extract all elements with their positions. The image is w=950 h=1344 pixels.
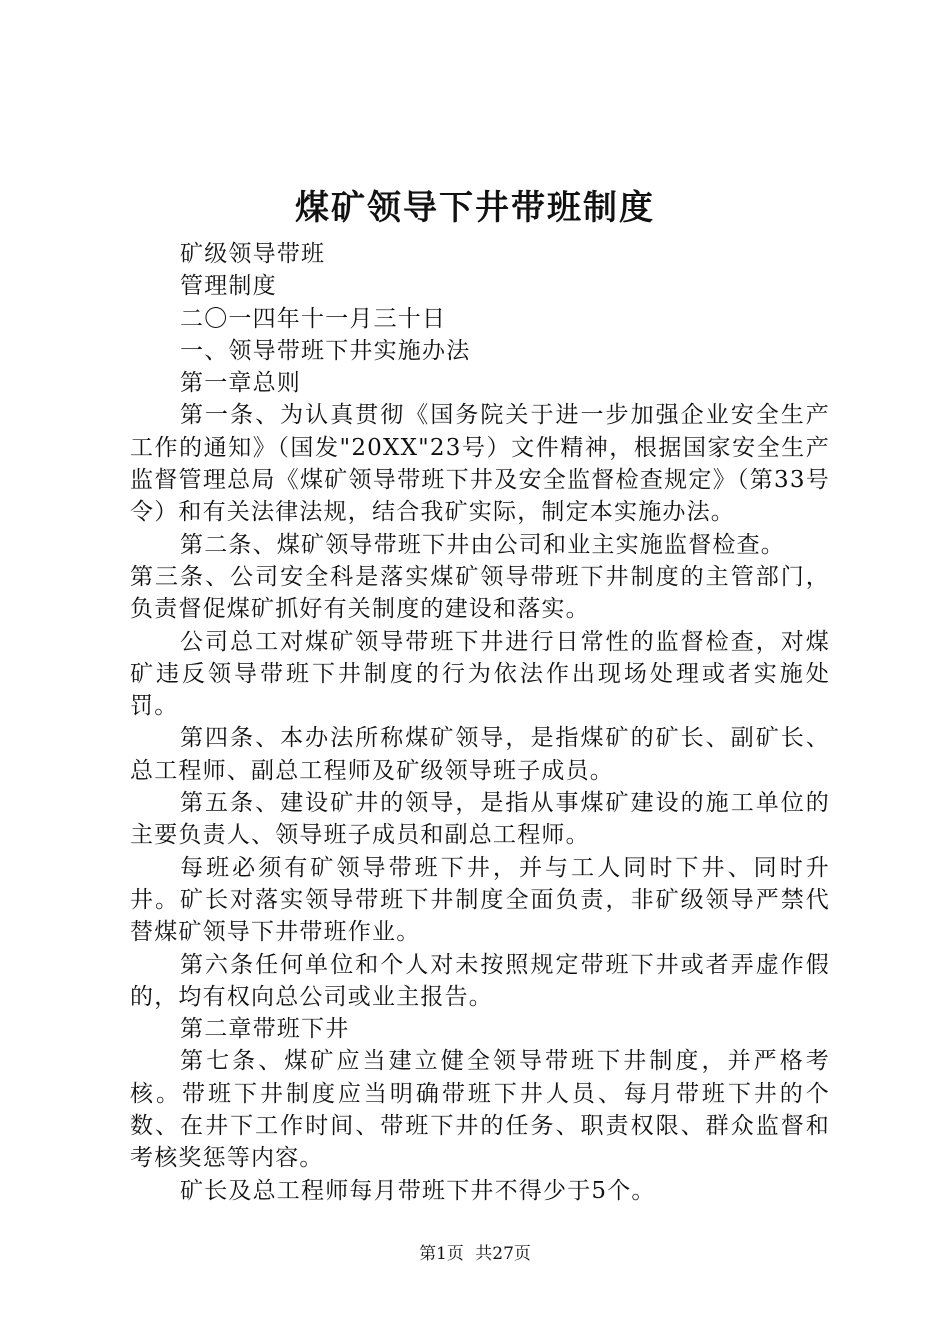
paragraph: 第五条、建设矿井的领导，是指从事煤矿建设的施工单位的主要负责人、领导班子成员和副总工程师。 <box>130 790 830 849</box>
paragraph: 一、领导带班下井实施办法 <box>180 337 471 364</box>
page-number: 第1页 <box>419 1244 464 1264</box>
paragraph: 矿级领导带班 <box>180 241 326 267</box>
paragraph: 第一条、为认真贯彻《国务院关于进一步加强企业安全生产工作的通知》（国发"20XX"23号）文件精神，根据国家安全生产监督管理总局《煤矿领导带班下井及安全监督检查规定》（第33号令）和有关法律法规，结合我矿实际，制定本实施办法。 <box>130 402 830 526</box>
paragraph: 每班必须有矿领导带班下井，并与工人同时下井、同时升井。矿长对落实领导带班下井制度全面负责，非矿级领导严禁代替煤矿领导下井带班作业。 <box>130 854 830 946</box>
paragraph: 第二条、煤矿领导带班下井由公司和业主实施监督检查。 <box>180 531 785 558</box>
page-footer <box>0 1242 950 1266</box>
paragraph: 矿长及总工程师每月带班下井不得少于5个。 <box>180 1177 656 1204</box>
paragraph: 二〇一四年十一月三十日 <box>180 305 447 332</box>
paragraph: 第一章总则 <box>180 370 301 397</box>
paragraph: 第四条、本办法所称煤矿领导，是指煤矿的矿长、副矿长、总工程师、副总工程师及矿级领导班子成员。 <box>130 725 830 784</box>
paragraph: 管理制度 <box>180 273 277 300</box>
page-total: 共27页 <box>475 1244 531 1264</box>
paragraph: 第三条、公司安全科是落实煤矿领导带班下井制度的主管部门，负责督促煤矿抓好有关制度的建设和落实。 <box>130 563 830 623</box>
paragraph: 第二章带班下井 <box>180 1016 350 1043</box>
paragraph: 第六条任何单位和个人对未按照规定带班下井或者弄虚作假的，均有权向总公司或业主报告。 <box>130 951 830 1010</box>
paragraph: 第七条、煤矿应当建立健全领导带班下井制度，并严格考核。带班下井制度应当明确带班下井人员、每月带班下井的个数、在井下工作时间、带班下井的任务、职责权限、群众监督和考核奖惩等内容。 <box>130 1048 830 1172</box>
document-body <box>130 238 830 1207</box>
page-title: 煤矿领导下井带班制度 <box>295 188 655 228</box>
paragraph: 公司总工对煤矿领导带班下井进行日常性的监督检查，对煤矿违反领导带班下井制度的行为依法作出现场处理或者实施处罚。 <box>130 628 830 720</box>
